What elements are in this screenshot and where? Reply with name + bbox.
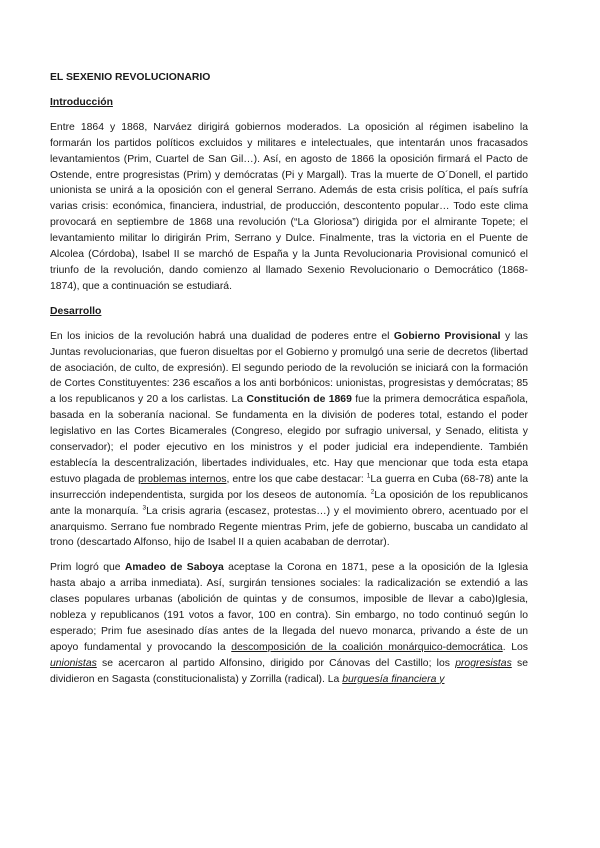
section-heading: Introducción (50, 96, 113, 108)
text-run: Prim logró que (50, 562, 125, 574)
paragraph (50, 120, 528, 295)
text-run: En los inicios de la revolución habrá una dualidad de poderes entre el (50, 330, 394, 342)
text-run: La crisis agraria (escasez, protestas…) y el movimiento obrero, acentuado por el anarquismo. Serrano fue nombrado Regente mientras Prim, jefe de gobierno, buscaba un candidato al trono (descartado Alfonso, hijo de Isabel II a quien acababan de derrotar). (50, 505, 529, 549)
section-desarrollo (50, 304, 528, 688)
paragraph (50, 560, 528, 687)
text-run: La guerra en Cuba (68-78) ante la insurrección independentista, surgida por los deseos de autonomía. (50, 473, 528, 501)
text-run: fue la primera democrática española, basada en la soberanía nacional. Se fundamenta en la división de poderes total, estando el poder legislativo en las Cortes Bicamerales (Congreso, elegido por sufragio universal, y Senado, elitista y conservador); el poder ejecutivo en los ministros y el poder judicial era independiente. También establecía la descentralización, libertades individuales, etc. Hay que mencionar que toda esta etapa estuvo plagada de (50, 394, 528, 485)
paragraph (50, 329, 528, 552)
document-title: EL SEXENIO REVOLUCIONARIO (50, 72, 211, 83)
document-body (50, 70, 528, 697)
text-run: , entre los que cabe destacar: (226, 473, 367, 485)
text-run: problemas internos (138, 473, 227, 485)
text-run: Constitución de 1869 (246, 394, 352, 406)
section-heading: Desarrollo (50, 305, 102, 317)
text-run: progresistas (455, 657, 512, 669)
footnote-number: 1 (366, 472, 371, 480)
footnote-number: 2 (370, 488, 375, 496)
footnote-number: 3 (142, 504, 147, 512)
section-introduccion (50, 95, 528, 295)
text-run: y las Juntas revolucionarias, que fueron disueltas por el Gobierno y promulgó una serie de decretos (libertad de asociación, de culto, de expresión). El segundo periodo de la revolución se iniciará con la formación de Cortes Constituyentes: 236 escaños a los anti borbónicos: unionistas, progresistas y demócratas; 85 a los republicanos y 20 a los carlistas. La (50, 330, 528, 406)
text-run: burguesía financiera y (342, 673, 445, 685)
text-run: La oposición de los republicanos ante la monarquía. (50, 489, 528, 517)
text-run: . Los (502, 641, 528, 653)
text-run: descomposición de la coalición monárquico-democrática (231, 641, 503, 653)
text-run: Amadeo de Saboya (124, 562, 224, 574)
text-run: se dividieron en Sagasta (constitucionalista) y Zorrilla (radical). La (50, 657, 528, 685)
text-run: aceptase la Corona en 1871, pese a la oposición de la Iglesia hasta abajo a arriba inmediata). Así, surgirán tensiones sociales: la radicalización se extendió a las clases populares urbanas (abolición de quintas y de consumos, imposible de llevar a cabo)Iglesia, nobleza y republicanos (191 votos a favor, 100 en contra). Sin embargo, no todo continuó según lo esperado; Prim fue asesinado días antes de la llegada del nuevo monarca, privando a éste de un apoyo fundamental y provocando la (50, 562, 528, 653)
text-run: Gobierno Provisional (393, 330, 501, 342)
text-run: unionistas (50, 657, 97, 669)
text-run: se acercaron al partido Alfonsino, dirigido por Cánovas del Castillo; los (96, 657, 456, 669)
text-run: Entre 1864 y 1868, Narváez dirigirá gobiernos moderados. La oposición al régimen isabelino la formarán los partidos políticos excluidos y militares e intelectuales, que intentarán unos fracasados levantamientos (Prim, Cuartel de San Gil…). Así, en agosto de 1866 la oposición firmará el Pacto de Ostende, entre progresistas (Prim) y demócratas (Pi y Margall). Tras la muerte de O´Donell, el partido unionista se unirá a la oposición con el general Serrano. Además de esta crisis política, el país sufría varias crisis: económica, financiera, industrial, de producción, descontento popular… Todo este clima provocará en septiembre de 1868 una revolución (“La Gloriosa”) dirigida por el almirante Topete; el levantamiento militar lo dirigirán Prim, Serrano y Dulce. Finalmente, tras la victoria en el Puente de Alcolea (Córdoba), Isabel II se marchó de España y la Junta Revolucionaria Provisional comunicó el triunfo de la revolución, dando comienzo al llamado Sexenio Revolucionario o Democrático (1868-1874), que a continuación se estudiará. (50, 121, 528, 292)
